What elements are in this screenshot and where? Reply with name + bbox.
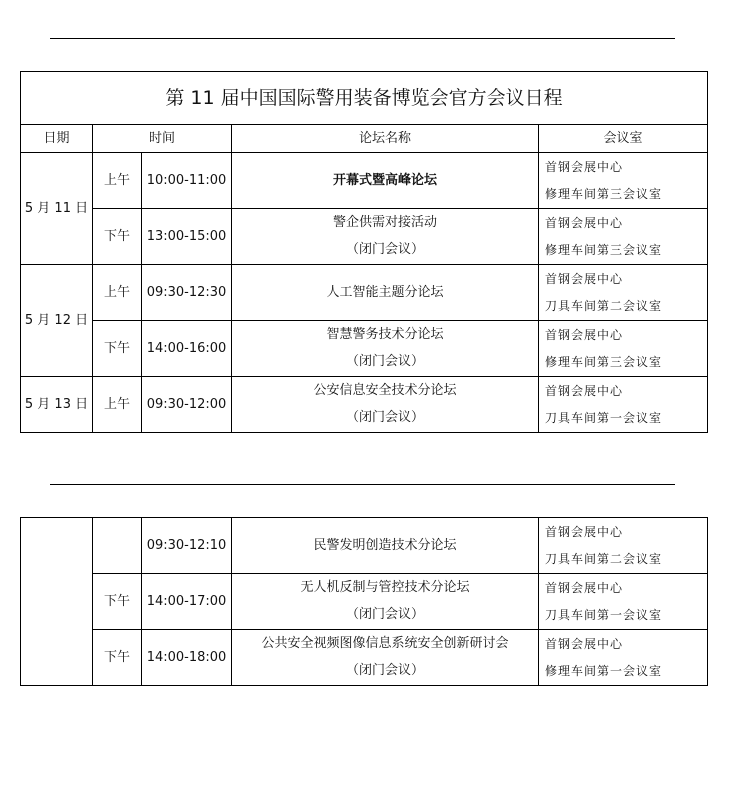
period-cell: 下午 (93, 630, 142, 686)
table-row (21, 209, 708, 265)
forum-note: （闭门会议） (345, 410, 424, 425)
forum-text: 无人机反制与管控技术分论坛 (300, 580, 470, 595)
venue-text: 首钢会展中心 (545, 525, 624, 539)
forum-text: 智慧警务技术分论坛 (326, 327, 444, 342)
room-text: 修理车间第三会议室 (545, 187, 663, 201)
time-cell: 13:00-15:00 (142, 209, 232, 265)
time-cell: 14:00-18:00 (142, 630, 232, 686)
venue-text: 首钢会展中心 (545, 637, 624, 651)
forum-name-cell: 人工智能主题分论坛 (232, 265, 539, 321)
header-date: 日期 (21, 125, 93, 153)
forum-name-cell: 开幕式暨高峰论坛 (232, 153, 539, 209)
room-cell (539, 153, 708, 209)
forum-note: （闭门会议） (345, 354, 424, 369)
forum-text: 警企供需对接活动 (332, 215, 437, 230)
forum-note: （闭门会议） (345, 663, 424, 678)
venue-text: 首钢会展中心 (545, 384, 624, 398)
room-text: 修理车间第一会议室 (545, 664, 663, 678)
table-row (21, 321, 708, 377)
time-cell: 14:00-16:00 (142, 321, 232, 377)
date-cell: 5 月 13 日 (21, 377, 93, 433)
time-cell: 09:30-12:30 (142, 265, 232, 321)
forum-name-cell (232, 574, 539, 630)
room-cell (539, 321, 708, 377)
period-cell: 上午 (93, 377, 142, 433)
table-row (21, 377, 708, 433)
period-cell: 下午 (93, 574, 142, 630)
period-cell: 上午 (93, 265, 142, 321)
period-cell (93, 518, 142, 574)
venue-text: 首钢会展中心 (545, 160, 624, 174)
forum-text: 公安信息安全技术分论坛 (313, 383, 457, 398)
time-cell: 10:00-11:00 (142, 153, 232, 209)
schedule-table-page1 (20, 71, 708, 433)
date-cell (21, 518, 93, 686)
forum-text: 公共安全视频图像信息系统安全创新研讨会 (261, 636, 509, 651)
room-text: 修理车间第三会议室 (545, 243, 663, 257)
header-time: 时间 (93, 125, 232, 153)
period-cell: 下午 (93, 209, 142, 265)
room-cell (539, 377, 708, 433)
forum-note: （闭门会议） (345, 242, 424, 257)
room-cell (539, 209, 708, 265)
forum-name-cell (232, 630, 539, 686)
time-cell: 09:30-12:10 (142, 518, 232, 574)
table-row (21, 265, 708, 321)
date-cell: 5 月 11 日 (21, 153, 93, 265)
venue-text: 首钢会展中心 (545, 581, 624, 595)
venue-text: 首钢会展中心 (545, 328, 624, 342)
room-cell (539, 518, 708, 574)
forum-note: （闭门会议） (345, 607, 424, 622)
table-row (21, 630, 708, 686)
forum-name-cell (232, 377, 539, 433)
period-cell: 下午 (93, 321, 142, 377)
page2-top-rule (50, 484, 675, 485)
room-cell (539, 265, 708, 321)
forum-name-cell: 民警发明创造技术分论坛 (232, 518, 539, 574)
table-row (21, 574, 708, 630)
date-cell: 5 月 12 日 (21, 265, 93, 377)
page1-top-rule (50, 38, 675, 39)
forum-name-cell (232, 321, 539, 377)
venue-text: 首钢会展中心 (545, 272, 624, 286)
room-cell (539, 574, 708, 630)
period-cell: 上午 (93, 153, 142, 209)
page-title: 第 11 届中国国际警用装备博览会官方会议日程 (21, 72, 708, 125)
table-row (21, 153, 708, 209)
room-cell (539, 630, 708, 686)
venue-text: 首钢会展中心 (545, 216, 624, 230)
table-row (21, 518, 708, 574)
room-text: 刀具车间第二会议室 (545, 299, 663, 313)
room-text: 刀具车间第一会议室 (545, 608, 663, 622)
time-cell: 14:00-17:00 (142, 574, 232, 630)
header-room: 会议室 (539, 125, 708, 153)
room-text: 刀具车间第二会议室 (545, 552, 663, 566)
schedule-table-page2 (20, 517, 708, 686)
room-text: 刀具车间第一会议室 (545, 411, 663, 425)
time-cell: 09:30-12:00 (142, 377, 232, 433)
forum-name-cell (232, 209, 539, 265)
room-text: 修理车间第三会议室 (545, 355, 663, 369)
header-forum: 论坛名称 (232, 125, 539, 153)
